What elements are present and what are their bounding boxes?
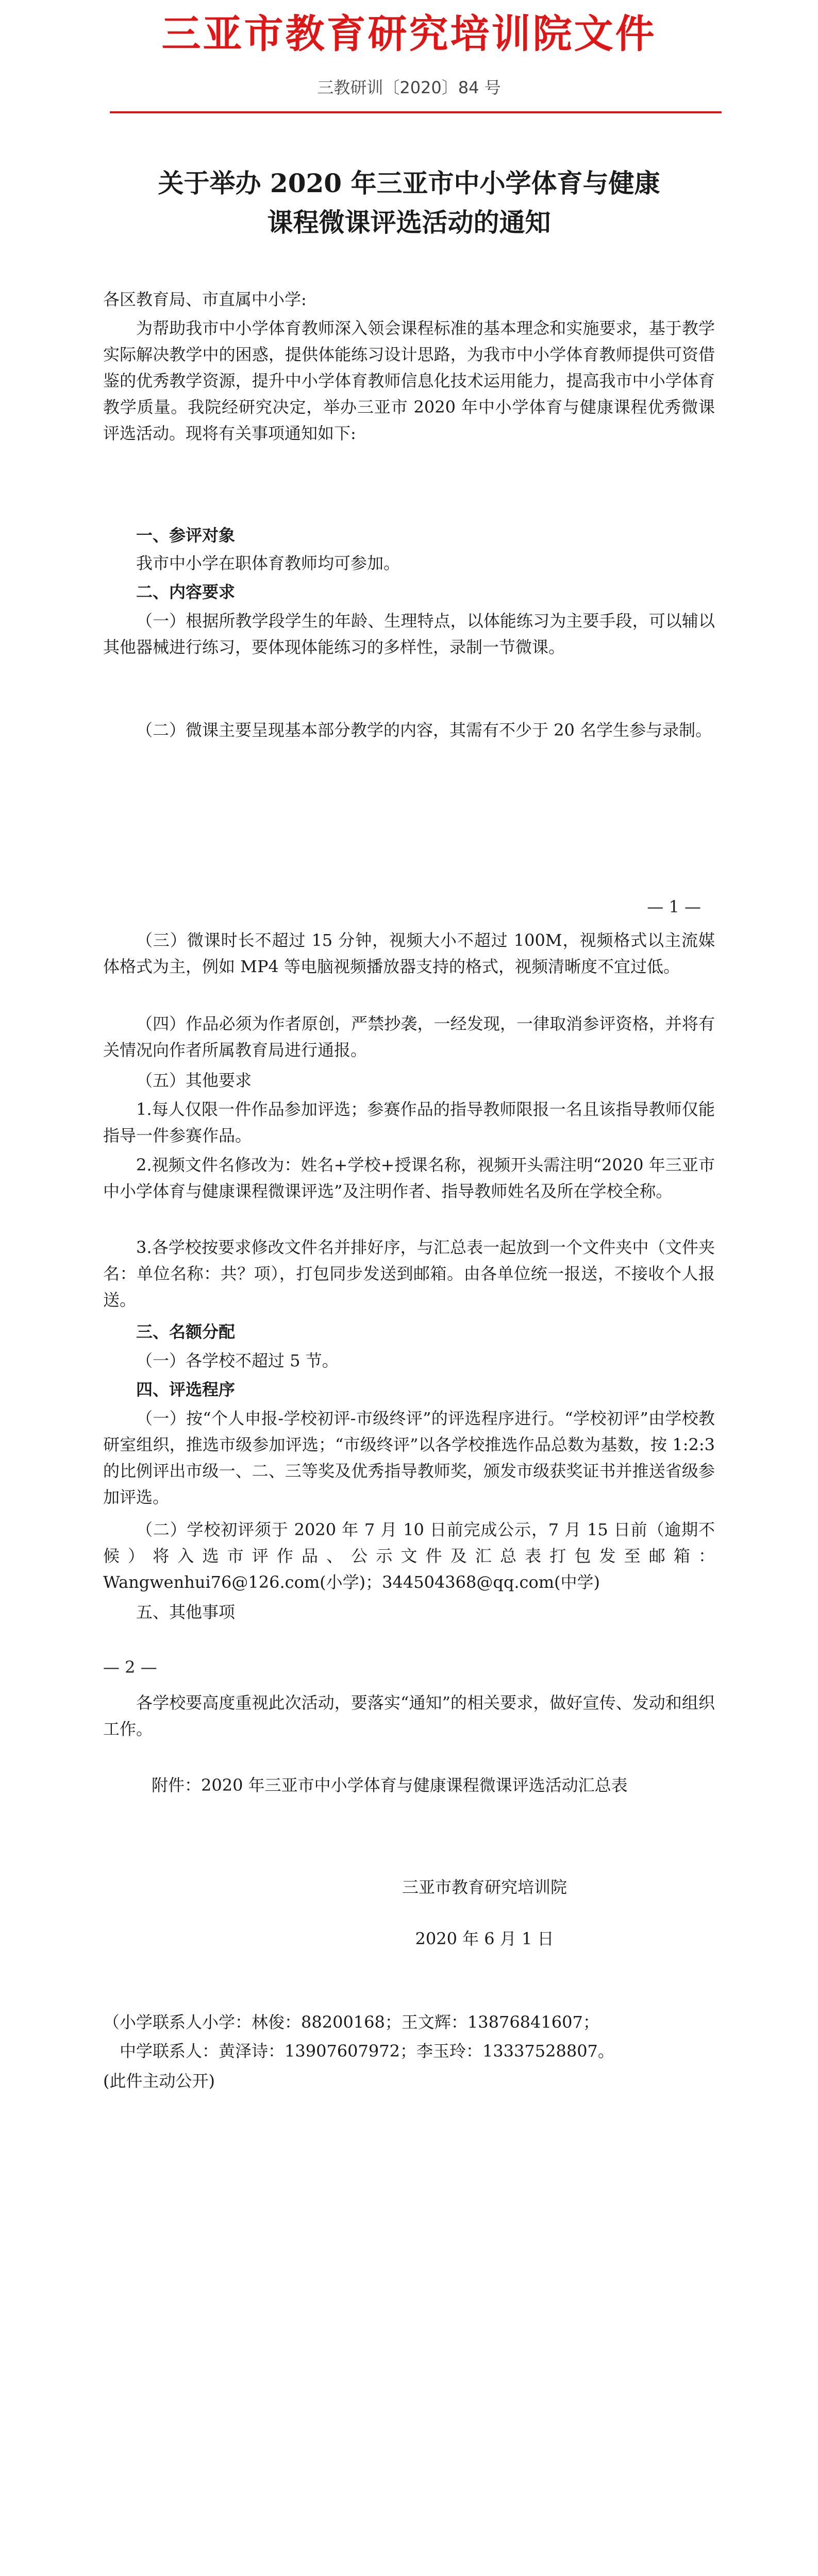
header-red-rule xyxy=(110,111,722,113)
notice-title-line-2: 课程微课评选活动的通知 xyxy=(267,207,551,238)
attachment-note: 附件：2020 年三亚市中小学体育与健康课程微课评选活动汇总表 xyxy=(152,1775,628,1795)
page-number-1: — 1 — xyxy=(647,897,701,917)
salutation: 各区教育局、市直属中小学: xyxy=(103,290,307,309)
section-1-heading: 一、参评对象 xyxy=(136,526,236,545)
document-number: 三教研训〔2020〕84 号 xyxy=(317,78,501,97)
intro-paragraph: 为帮助我市中小学体育教师深入领会课程标准的基本理念和实施要求，基于教学实际解决教学中的困惑，提供体能练习设计思路，为我市中小学体育教师提供可资借鉴的优秀教学资源，提升中小学体育教师信息化技术运用能力，提高我市中小学体育教学质量。我院经研究决定，举办三亚市 2020 年中小学体育与健康课程优秀微课评选活动。现将有关事项通知如下: xyxy=(103,318,715,443)
closing-paragraph: 各学校要高度重视此次活动，要落实“通知”的相关要求，做好宣传、发动和组织工作。 xyxy=(103,1693,715,1739)
requirement-item-5-1: 1.每人仅限一件作品参加评选；参赛作品的指导教师限报一名且该指导教师仅能指导一件参赛作品。 xyxy=(103,1099,715,1145)
requirement-item-5-2: 2.视频文件名修改为：姓名+学校+授课名称，视频开头需注明“2020 年三亚市中小学体育与健康课程微课评选”及注明作者、指导教师姓名及所在学校全称。 xyxy=(103,1155,715,1201)
requirement-item-5-heading: （五）其他要求 xyxy=(136,1071,252,1090)
requirement-item-4: （四）作品必须为作者原创，严禁抄袭，一经发现，一律取消参评资格，并将有关情况向作者所属教育局进行通报。 xyxy=(103,1014,715,1060)
section-2-item-2: （二）微课主要呈现基本部分教学的内容，其需有不少于 20 名学生参与录制。 xyxy=(136,720,712,740)
requirement-item-5-3: 3.各学校按要求修改文件名并排好序，与汇总表一起放到一个文件夹中（文件夹名：单位名称：共？项），打包同步发送到邮箱。由各单位统一报送，不接收个人报送。 xyxy=(103,1238,715,1310)
requirement-item-3: （三）微课时长不超过 15 分钟，视频大小不超过 100M，视频格式以主流媒体格式为主，例如 MP4 等电脑视频播放器支持的格式，视频清晰度不宜过低。 xyxy=(103,930,715,976)
page-number-2: — 2 — xyxy=(103,1657,157,1677)
section-2-item-1: （一）根据所教学段学生的年龄、生理特点，以体能练习为主要手段，可以辅以其他器械进行练习，要体现体能练习的多样性，录制一节微课。 xyxy=(103,611,715,657)
section-2-heading: 二、内容要求 xyxy=(136,582,236,602)
section-3-text: （一）各学校不超过 5 节。 xyxy=(136,1351,339,1370)
document-header-title: 三亚市教育研究培训院文件 xyxy=(161,11,657,57)
contact-primary: （小学联系人小学：林俊：88200168；王文辉：13876841607； xyxy=(103,2012,599,2032)
signature-organization: 三亚市教育研究培训院 xyxy=(402,1877,567,1897)
section-5-heading: 五、其他事项 xyxy=(136,1602,236,1622)
contact-middle: 中学联系人：黄泽诗：13907607972；李玉玲：13337528807。 xyxy=(120,2041,614,2061)
notice-title xyxy=(82,164,736,242)
signature-date: 2020 年 6 月 1 日 xyxy=(415,1929,554,1948)
section-4-item-2: （二）学校初评须于 2020 年 7 月 10 日前完成公示，7 月 15 日前（逾期不候）将入选市评作品、公示文件及汇总表打包发至邮箱：Wangwenhui76@126.com(小学)；344504368@qq.com(中学) xyxy=(103,1520,715,1592)
section-4-heading: 四、评选程序 xyxy=(136,1380,236,1399)
section-3-heading: 三、名额分配 xyxy=(136,1322,236,1342)
notice-title-line-1: 关于举办 2020 年三亚市中小学体育与健康 xyxy=(158,168,660,198)
section-4-item-1: （一）按“个人申报-学校初评-市级终评”的评选程序进行。“学校初评”由学校教研室组织，推选市级参加评选；“市级终评”以各学校推选作品总数为基数，按 1:2:3 的比例评出市级一、二、三等奖及优秀指导教师奖，颁发市级获奖证书并推送省级参加评选。 xyxy=(103,1409,715,1507)
section-1-text: 我市中小学在职体育教师均可参加。 xyxy=(136,553,400,573)
public-note: (此件主动公开) xyxy=(103,2071,215,2091)
